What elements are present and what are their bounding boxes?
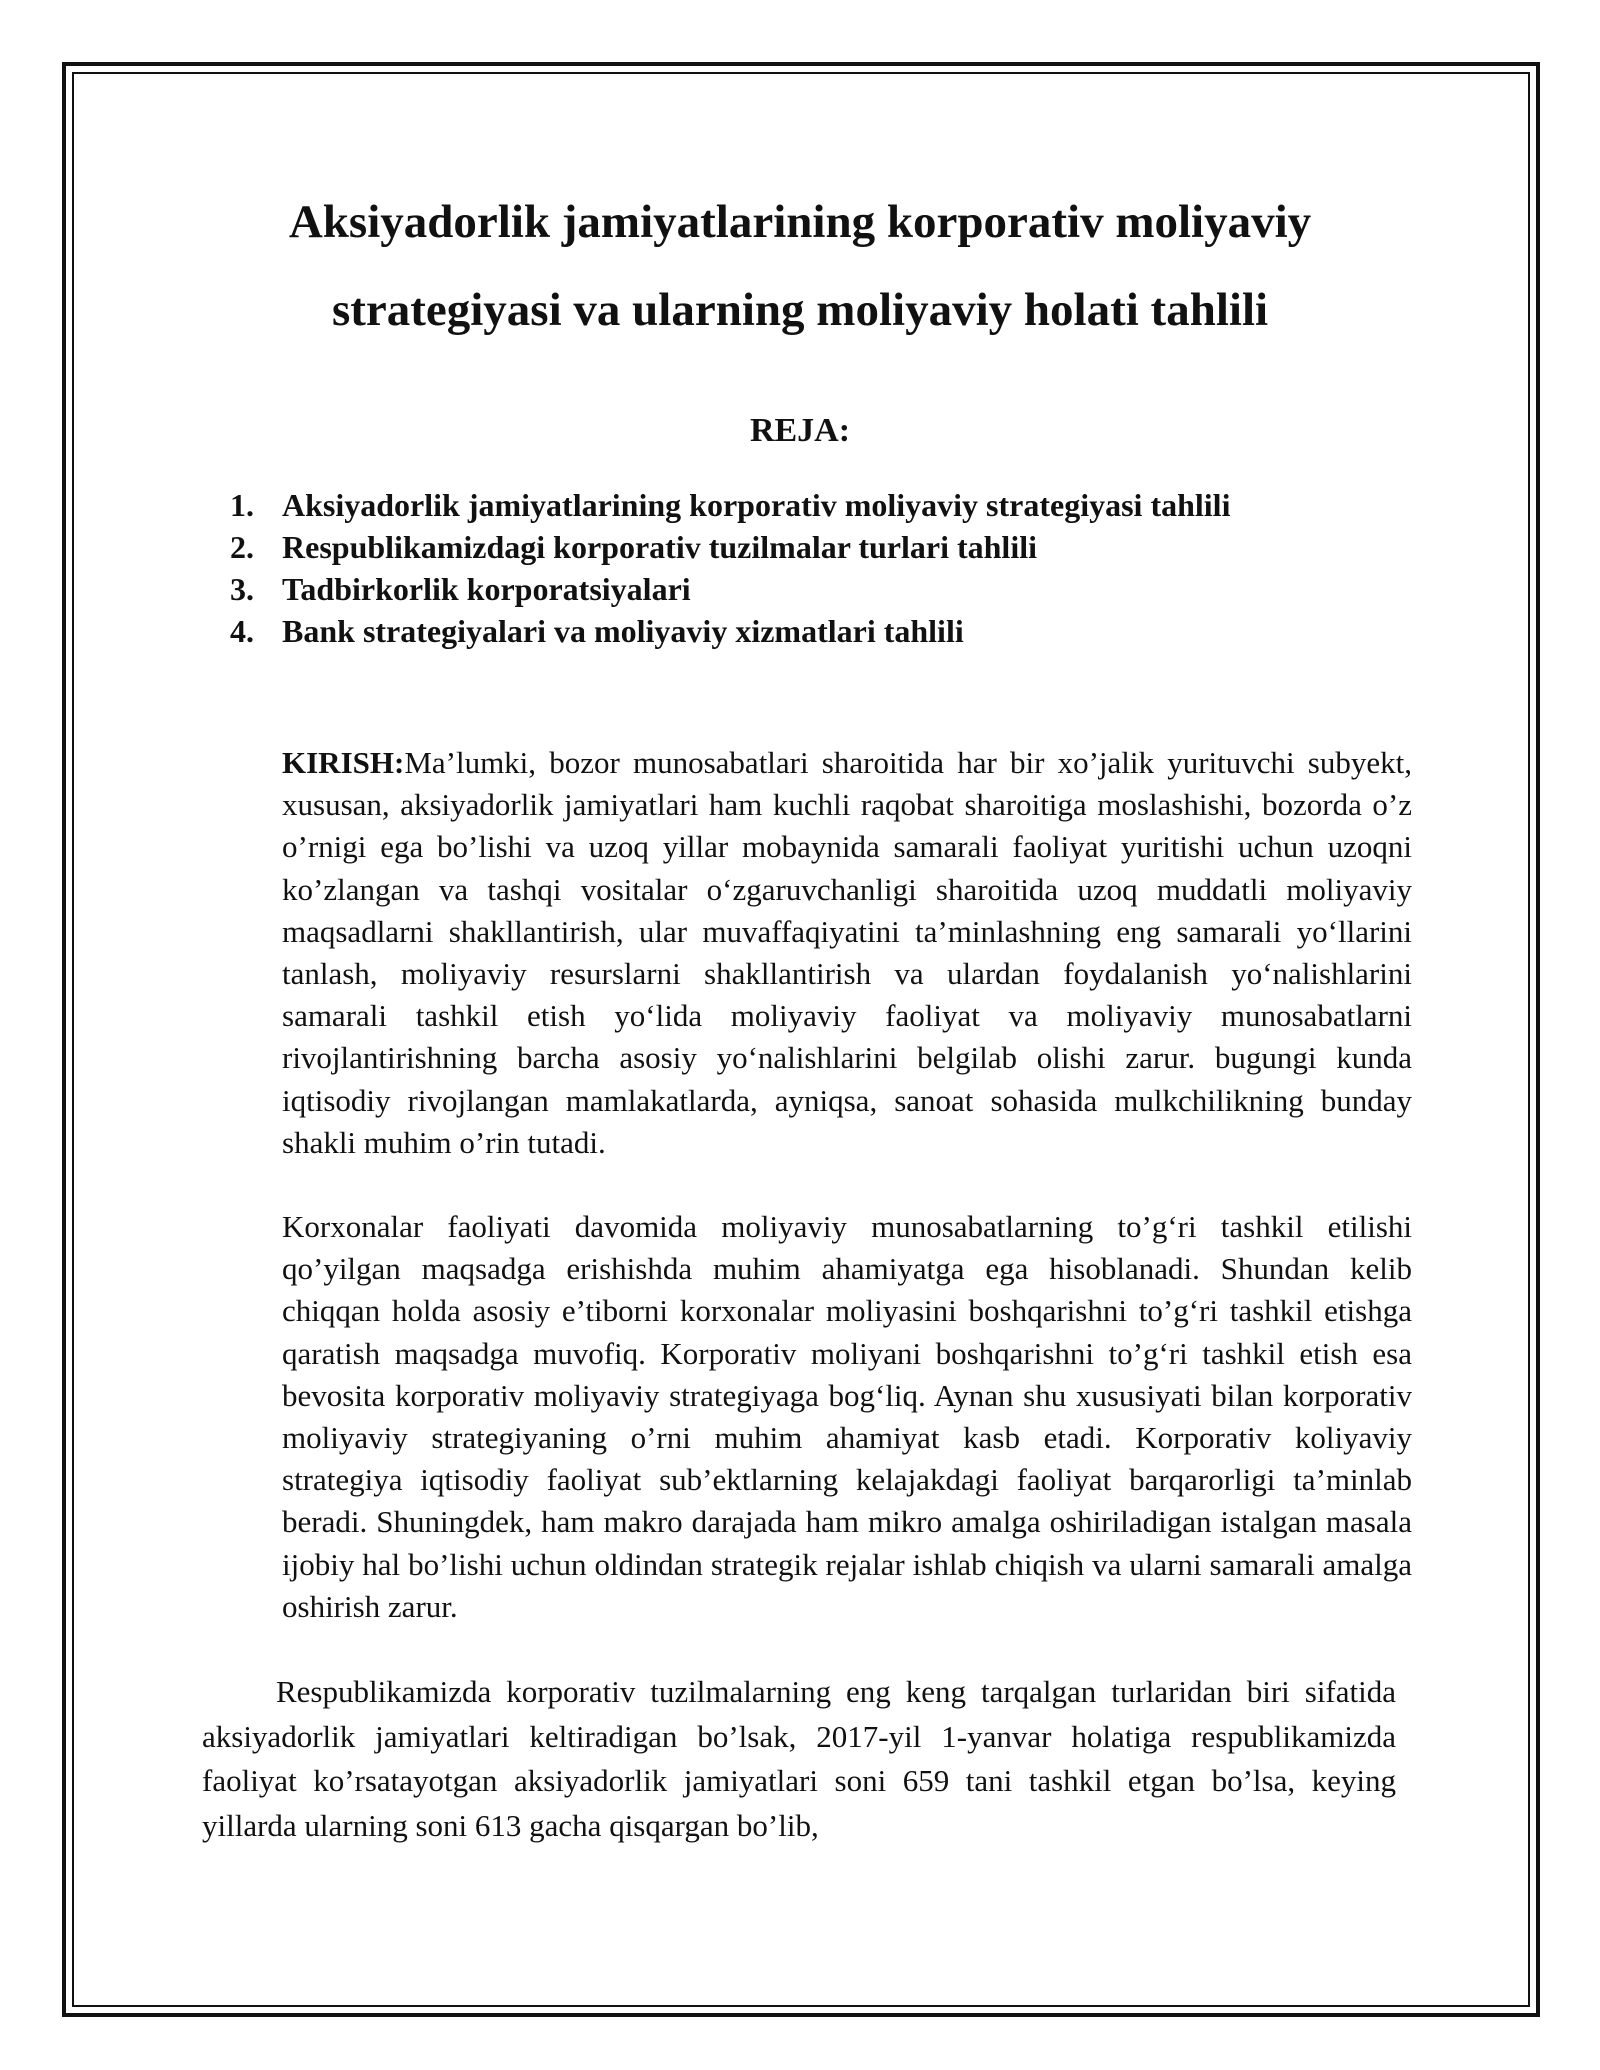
plan-item-number: 2.: [230, 529, 254, 565]
plan-item-text: Aksiyadorlik jamiyatlarining korporativ moliyaviy strategiyasi tahlili: [282, 487, 1231, 523]
plan-item-text: Respublikamizdagi korporativ tuzilmalar turlari tahlili: [282, 529, 1037, 565]
plan-item-number: 1.: [230, 487, 254, 523]
plan-item-number: 4.: [230, 613, 254, 649]
body-paragraph: Respublikamizda korporativ tuzilmalarning eng keng tarqalgan turlaridan biri sifatida aksiyadorlik jamiyatlari keltiradigan bo’lsak, 2017-yil 1-yanvar holatiga respublikamizda faoliyat ko’rsatayotgan aksiyadorlik jamiyatlari soni 659 tani tashkil etgan bo’lsa, keying yillarda ularning soni 613 gacha qisqargan bo’lib,: [202, 1674, 1396, 1843]
document-title: Aksiyadorlik jamiyatlarining korporativ moliyaviy strategiyasi va ularning moliyaviy holati tahlili: [288, 196, 1312, 336]
plan-item: [230, 610, 1230, 652]
plan-list: [230, 484, 1230, 652]
plan-item: [230, 484, 1230, 526]
plan-item-number: 3.: [230, 571, 254, 607]
plan-item-text: Bank strategiyalari va moliyaviy xizmatlari tahlili: [282, 613, 964, 649]
plan-item: [230, 526, 1230, 568]
intro-paragraph: [282, 742, 1412, 1164]
intro-text: Ma’lumki, bozor munosabatlari sharoitida har bir xo’jalik yurituvchi subyekt, xususan, aksiyadorlik jamiyatlari ham kuchli raqobat sharoitiga moslashishi, bozorda o’z o’rnigi ega bo’lishi va uzoq yillar mobaynida samarali faoliyat yuritishi uchun uzoqni ko’zlangan va tashqi vositalar o‘zgaruvchanligi sharoitida uzoq muddatli moliyaviy maqsadlarni shakllantirish, ular muvaffaqiyatini ta’minlashning eng samarali yo‘llarini tanlash, moliyaviy resurslarni shakllantirish va ulardan foydalanish yo‘nalishlarini samarali tashkil etish yo‘lida moliyaviy faoliyat va moliyaviy munosabatlarni rivojlantirishning barcha asosiy yo‘nalishlarini belgilab olishi zarur. bugungi kunda iqtisodiy rivojlangan mamlakatlarda, ayniqsa, sanoat sohasida mulkchilikning bunday shakli muhim o’rin tutadi.: [282, 745, 1412, 1160]
body-paragraph: Korxonalar faoliyati davomida moliyaviy munosabatlarning to’g‘ri tashkil etilishi qo’yilgan maqsadga erishishda muhim ahamiyatga ega hisoblanadi. Shundan kelib chiqqan holda asosiy e’tiborni korxonalar moliyasini boshqarishni to’g‘ri tashkil etishga qaratish maqsadga muvofiq. Korporativ moliyani boshqarishni to’g‘ri tashkil etish esa bevosita korporativ moliyaviy strategiyaga bog‘liq. Aynan shu xususiyati bilan korporativ moliyaviy strategiyaning o’rni muhim ahamiyat kasb etadi. Korporativ koliyaviy strategiya iqtisodiy faoliyat sub’ektlarning kelajakdagi faoliyat barqarorligi ta’minlab beradi. Shuningdek, ham makro darajada ham mikro amalga oshiriladigan istalgan masala ijobiy hal bo’lishi uchun oldindan strategik rejalar ishlab chiqish va ularni samarali amalga oshirish zarur.: [282, 1209, 1412, 1624]
intro-label: KIRISH:: [282, 745, 405, 780]
plan-item-text: Tadbirkorlik korporatsiyalari: [282, 571, 691, 607]
plan-heading: REJA:: [749, 412, 851, 449]
plan-item: [230, 568, 1230, 610]
